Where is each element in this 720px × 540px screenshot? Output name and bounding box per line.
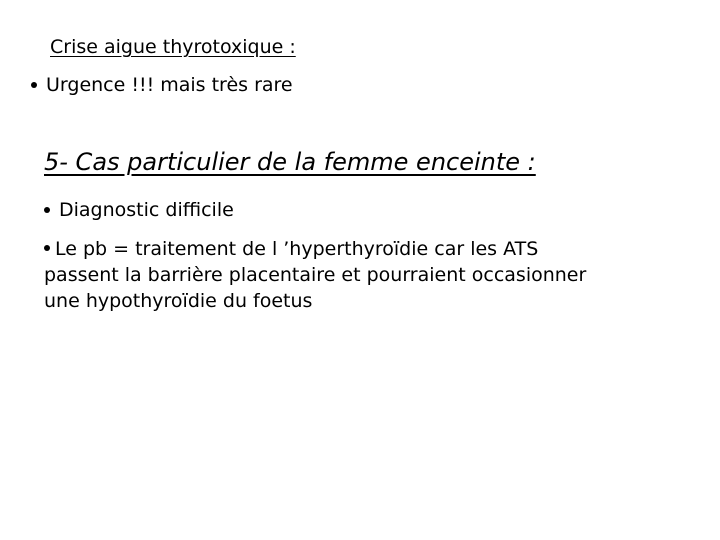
section-title: 5- Cas particulier de la femme enceinte : [44, 148, 536, 176]
bullet-urgence [31, 74, 293, 96]
bullet-dot-icon [44, 207, 50, 213]
treatment-paragraph [44, 236, 684, 314]
treatment-line-2: passent la barrière placentaire et pourraient occasionner [44, 264, 587, 286]
bullet-diagnostic [44, 199, 234, 221]
subheading-crise-aigue: Crise aigue thyrotoxique : [50, 36, 296, 58]
bullet-diagnostic-text: Diagnostic difficile [59, 199, 234, 221]
treatment-line-1-text: Le pb = traitement de l ’hyperthyroïdie car les ATS [55, 238, 539, 260]
bullet-dot-icon [31, 82, 37, 88]
treatment-line-1 [44, 236, 684, 262]
bullet-urgence-text: Urgence !!! mais très rare [46, 74, 293, 96]
treatment-line-3: une hypothyroïdie du foetus [44, 290, 313, 312]
bullet-dot-icon [44, 245, 50, 251]
